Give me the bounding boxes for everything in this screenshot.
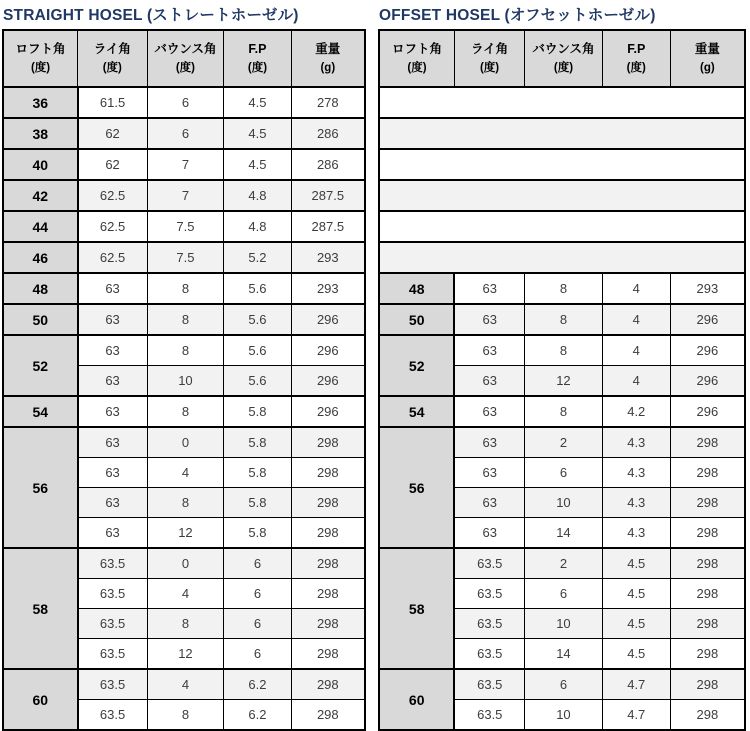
header-unit: (度)	[247, 62, 268, 75]
data-cell: 6	[224, 609, 291, 639]
table-row	[379, 548, 745, 579]
data-cell: 10	[147, 366, 224, 397]
table-row	[3, 118, 365, 149]
data-cell: 63.5	[78, 609, 148, 639]
data-cell: 62	[78, 118, 148, 149]
data-cell: 63	[78, 427, 148, 458]
data-cell: 4	[602, 273, 670, 304]
header-cell	[525, 30, 603, 87]
header-unit: (g)	[320, 62, 336, 75]
loft-cell: 60	[3, 669, 78, 730]
data-cell: 4.3	[602, 488, 670, 518]
data-cell: 5.8	[224, 396, 291, 427]
data-cell: 4.3	[602, 458, 670, 488]
data-cell: 5.6	[224, 304, 291, 335]
header-cell	[147, 30, 224, 87]
header-label: バウンス角	[532, 41, 595, 56]
data-cell: 8	[147, 609, 224, 639]
data-cell: 7.5	[147, 242, 224, 273]
table-row	[3, 396, 365, 427]
header-unit: (g)	[700, 62, 715, 75]
data-cell: 4.7	[602, 669, 670, 700]
data-cell: 63.5	[78, 579, 148, 609]
loft-cell: 56	[3, 427, 78, 548]
loft-cell: 44	[3, 211, 78, 242]
header-unit: (度)	[102, 62, 122, 75]
header-row	[379, 30, 745, 87]
data-cell: 298	[670, 548, 745, 579]
data-cell: 5.8	[224, 518, 291, 549]
loft-cell: 58	[3, 548, 78, 669]
header-unit: (度)	[30, 62, 51, 75]
data-cell: 296	[291, 304, 365, 335]
table-row	[3, 242, 365, 273]
loft-cell: 50	[379, 304, 454, 335]
table-row	[3, 548, 365, 579]
data-cell: 63.5	[454, 548, 524, 579]
data-cell: 7	[147, 180, 224, 211]
data-cell: 63	[78, 488, 148, 518]
loft-cell: 58	[379, 548, 454, 669]
table-row	[379, 273, 745, 304]
data-cell: 63.5	[454, 669, 524, 700]
data-cell: 7.5	[147, 211, 224, 242]
data-cell: 63	[454, 366, 524, 397]
header-label: F.P	[627, 41, 646, 56]
header-unit: (度)	[626, 62, 646, 75]
data-cell: 293	[291, 242, 365, 273]
data-cell: 298	[670, 639, 745, 670]
empty-row	[379, 180, 745, 211]
data-cell: 4	[602, 304, 670, 335]
data-cell: 296	[291, 366, 365, 397]
table-row	[379, 304, 745, 335]
data-cell: 14	[525, 639, 603, 670]
data-cell: 298	[670, 518, 745, 549]
data-cell: 63	[78, 273, 148, 304]
data-cell: 63	[454, 273, 524, 304]
data-cell: 8	[525, 335, 603, 366]
data-cell: 10	[525, 488, 603, 518]
loft-cell: 54	[379, 396, 454, 427]
data-cell: 7	[147, 149, 224, 180]
data-cell: 298	[670, 488, 745, 518]
data-cell: 298	[291, 548, 365, 579]
data-cell: 4.5	[224, 149, 291, 180]
data-cell: 4.5	[602, 548, 670, 579]
data-cell: 63.5	[78, 639, 148, 670]
data-cell: 6	[525, 579, 603, 609]
loft-cell: 38	[3, 118, 78, 149]
data-cell: 62	[78, 149, 148, 180]
loft-cell: 54	[3, 396, 78, 427]
data-cell: 2	[525, 548, 603, 579]
header-label: バウンス角	[154, 41, 217, 56]
data-cell: 62.5	[78, 211, 148, 242]
offset-hosel-table	[378, 29, 746, 731]
empty-cell	[379, 211, 745, 242]
header-cell	[78, 30, 148, 87]
header-row	[3, 30, 365, 87]
data-cell: 0	[147, 427, 224, 458]
data-cell: 8	[525, 396, 603, 427]
data-cell: 298	[291, 669, 365, 700]
data-cell: 6	[525, 669, 603, 700]
header-label: F.P	[248, 41, 267, 56]
data-cell: 298	[291, 518, 365, 549]
data-cell: 6	[147, 87, 224, 118]
empty-row	[379, 149, 745, 180]
header-label: ロフト角	[15, 41, 66, 56]
loft-cell: 50	[3, 304, 78, 335]
data-cell: 10	[525, 609, 603, 639]
header-cell	[602, 30, 670, 87]
data-cell: 296	[291, 335, 365, 366]
table-row	[3, 304, 365, 335]
data-cell: 4	[602, 366, 670, 397]
data-cell: 296	[670, 304, 745, 335]
data-cell: 4.5	[602, 639, 670, 670]
empty-cell	[379, 242, 745, 273]
header-label: ライ角	[93, 41, 131, 56]
data-cell: 296	[291, 396, 365, 427]
data-cell: 6	[224, 639, 291, 670]
data-cell: 298	[291, 700, 365, 731]
data-cell: 287.5	[291, 180, 365, 211]
data-cell: 8	[147, 335, 224, 366]
data-cell: 4.2	[602, 396, 670, 427]
straight-hosel-title: STRAIGHT HOSEL (ストレートホーゼル)	[3, 7, 299, 24]
data-cell: 4.3	[602, 427, 670, 458]
data-cell: 4.8	[224, 211, 291, 242]
header-label: ロフト角	[391, 41, 442, 56]
data-cell: 5.6	[224, 273, 291, 304]
offset-hosel-section	[378, 3, 746, 721]
data-cell: 63	[454, 518, 524, 549]
data-cell: 63	[454, 396, 524, 427]
offset-hosel-body	[379, 87, 745, 730]
loft-cell: 48	[3, 273, 78, 304]
data-cell: 298	[670, 609, 745, 639]
data-cell: 62.5	[78, 242, 148, 273]
offset-hosel-header	[379, 30, 745, 87]
data-cell: 4	[602, 335, 670, 366]
loft-cell: 60	[379, 669, 454, 730]
header-cell	[291, 30, 365, 87]
data-cell: 14	[525, 518, 603, 549]
data-cell: 12	[147, 639, 224, 670]
empty-cell	[379, 149, 745, 180]
data-cell: 63.5	[78, 700, 148, 731]
loft-cell: 36	[3, 87, 78, 118]
data-cell: 293	[670, 273, 745, 304]
data-cell: 298	[291, 639, 365, 670]
data-cell: 298	[670, 669, 745, 700]
data-cell: 5.2	[224, 242, 291, 273]
data-cell: 6.2	[224, 669, 291, 700]
data-cell: 63	[78, 396, 148, 427]
header-cell	[670, 30, 745, 87]
table-row	[3, 87, 365, 118]
data-cell: 4.5	[602, 579, 670, 609]
data-cell: 61.5	[78, 87, 148, 118]
data-cell: 63.5	[78, 669, 148, 700]
data-cell: 5.8	[224, 458, 291, 488]
data-cell: 5.8	[224, 427, 291, 458]
data-cell: 10	[525, 700, 603, 731]
table-row	[3, 427, 365, 458]
header-unit: (度)	[175, 62, 196, 75]
data-cell: 4.5	[224, 118, 291, 149]
header-cell	[3, 30, 78, 87]
table-row	[3, 335, 365, 366]
data-cell: 63.5	[78, 548, 148, 579]
empty-cell	[379, 118, 745, 149]
data-cell: 6	[224, 548, 291, 579]
table-row	[3, 211, 365, 242]
data-cell: 293	[291, 273, 365, 304]
data-cell: 6	[525, 458, 603, 488]
data-cell: 8	[147, 304, 224, 335]
data-cell: 63.5	[454, 700, 524, 731]
data-cell: 6.2	[224, 700, 291, 731]
data-cell: 298	[291, 579, 365, 609]
data-cell: 4.3	[602, 518, 670, 549]
data-cell: 63	[454, 304, 524, 335]
data-cell: 298	[670, 427, 745, 458]
data-cell: 8	[147, 273, 224, 304]
data-cell: 4.7	[602, 700, 670, 731]
table-row	[379, 669, 745, 700]
straight-hosel-header	[3, 30, 365, 87]
data-cell: 5.8	[224, 488, 291, 518]
data-cell: 63	[78, 518, 148, 549]
data-cell: 63	[78, 335, 148, 366]
table-row	[3, 669, 365, 700]
data-cell: 4.5	[602, 609, 670, 639]
loft-cell: 42	[3, 180, 78, 211]
header-cell	[379, 30, 454, 87]
header-unit: (度)	[479, 62, 500, 75]
loft-cell: 52	[379, 335, 454, 396]
header-label: 重量	[315, 41, 341, 56]
data-cell: 63	[454, 458, 524, 488]
data-cell: 4	[147, 579, 224, 609]
empty-cell	[379, 87, 745, 118]
empty-row	[379, 211, 745, 242]
data-cell: 63	[454, 427, 524, 458]
header-cell	[454, 30, 524, 87]
data-cell: 4.5	[224, 87, 291, 118]
empty-row	[379, 118, 745, 149]
data-cell: 5.6	[224, 335, 291, 366]
data-cell: 6	[224, 579, 291, 609]
straight-hosel-section	[2, 3, 366, 721]
data-cell: 63.5	[454, 609, 524, 639]
header-label: 重量	[694, 41, 720, 56]
data-cell: 4	[147, 669, 224, 700]
data-cell: 298	[291, 609, 365, 639]
loft-cell: 46	[3, 242, 78, 273]
data-cell: 8	[147, 488, 224, 518]
header-unit: (度)	[407, 62, 427, 75]
data-cell: 298	[670, 579, 745, 609]
data-cell: 0	[147, 548, 224, 579]
empty-cell	[379, 180, 745, 211]
table-row	[3, 149, 365, 180]
header-cell	[224, 30, 291, 87]
table-row	[379, 335, 745, 366]
data-cell: 8	[525, 273, 603, 304]
data-cell: 298	[291, 427, 365, 458]
data-cell: 4.8	[224, 180, 291, 211]
data-cell: 63	[78, 304, 148, 335]
data-cell: 8	[147, 700, 224, 731]
data-cell: 287.5	[291, 211, 365, 242]
data-cell: 298	[670, 458, 745, 488]
table-row	[379, 427, 745, 458]
header-unit: (度)	[553, 62, 574, 75]
data-cell: 298	[291, 488, 365, 518]
data-cell: 8	[147, 396, 224, 427]
straight-hosel-table	[2, 29, 366, 731]
data-cell: 63.5	[454, 639, 524, 670]
data-cell: 296	[670, 396, 745, 427]
data-cell: 2	[525, 427, 603, 458]
header-label: ライ角	[470, 41, 509, 56]
data-cell: 296	[670, 366, 745, 397]
straight-hosel-body	[3, 87, 365, 730]
data-cell: 63.5	[454, 579, 524, 609]
data-cell: 63	[78, 366, 148, 397]
data-cell: 63	[454, 335, 524, 366]
data-cell: 4	[147, 458, 224, 488]
offset-hosel-title: OFFSET HOSEL (オフセットホーゼル)	[379, 7, 656, 24]
loft-cell: 56	[379, 427, 454, 548]
data-cell: 63	[78, 458, 148, 488]
table-row	[3, 180, 365, 211]
data-cell: 8	[525, 304, 603, 335]
data-cell: 12	[525, 366, 603, 397]
loft-cell: 48	[379, 273, 454, 304]
empty-row	[379, 87, 745, 118]
data-cell: 12	[147, 518, 224, 549]
data-cell: 63	[454, 488, 524, 518]
data-cell: 62.5	[78, 180, 148, 211]
table-row	[379, 396, 745, 427]
data-cell: 5.6	[224, 366, 291, 397]
data-cell: 6	[147, 118, 224, 149]
table-row	[3, 273, 365, 304]
data-cell: 298	[291, 458, 365, 488]
loft-cell: 52	[3, 335, 78, 396]
data-cell: 286	[291, 118, 365, 149]
data-cell: 286	[291, 149, 365, 180]
data-cell: 298	[670, 700, 745, 731]
data-cell: 278	[291, 87, 365, 118]
empty-row	[379, 242, 745, 273]
loft-cell: 40	[3, 149, 78, 180]
data-cell: 296	[670, 335, 745, 366]
